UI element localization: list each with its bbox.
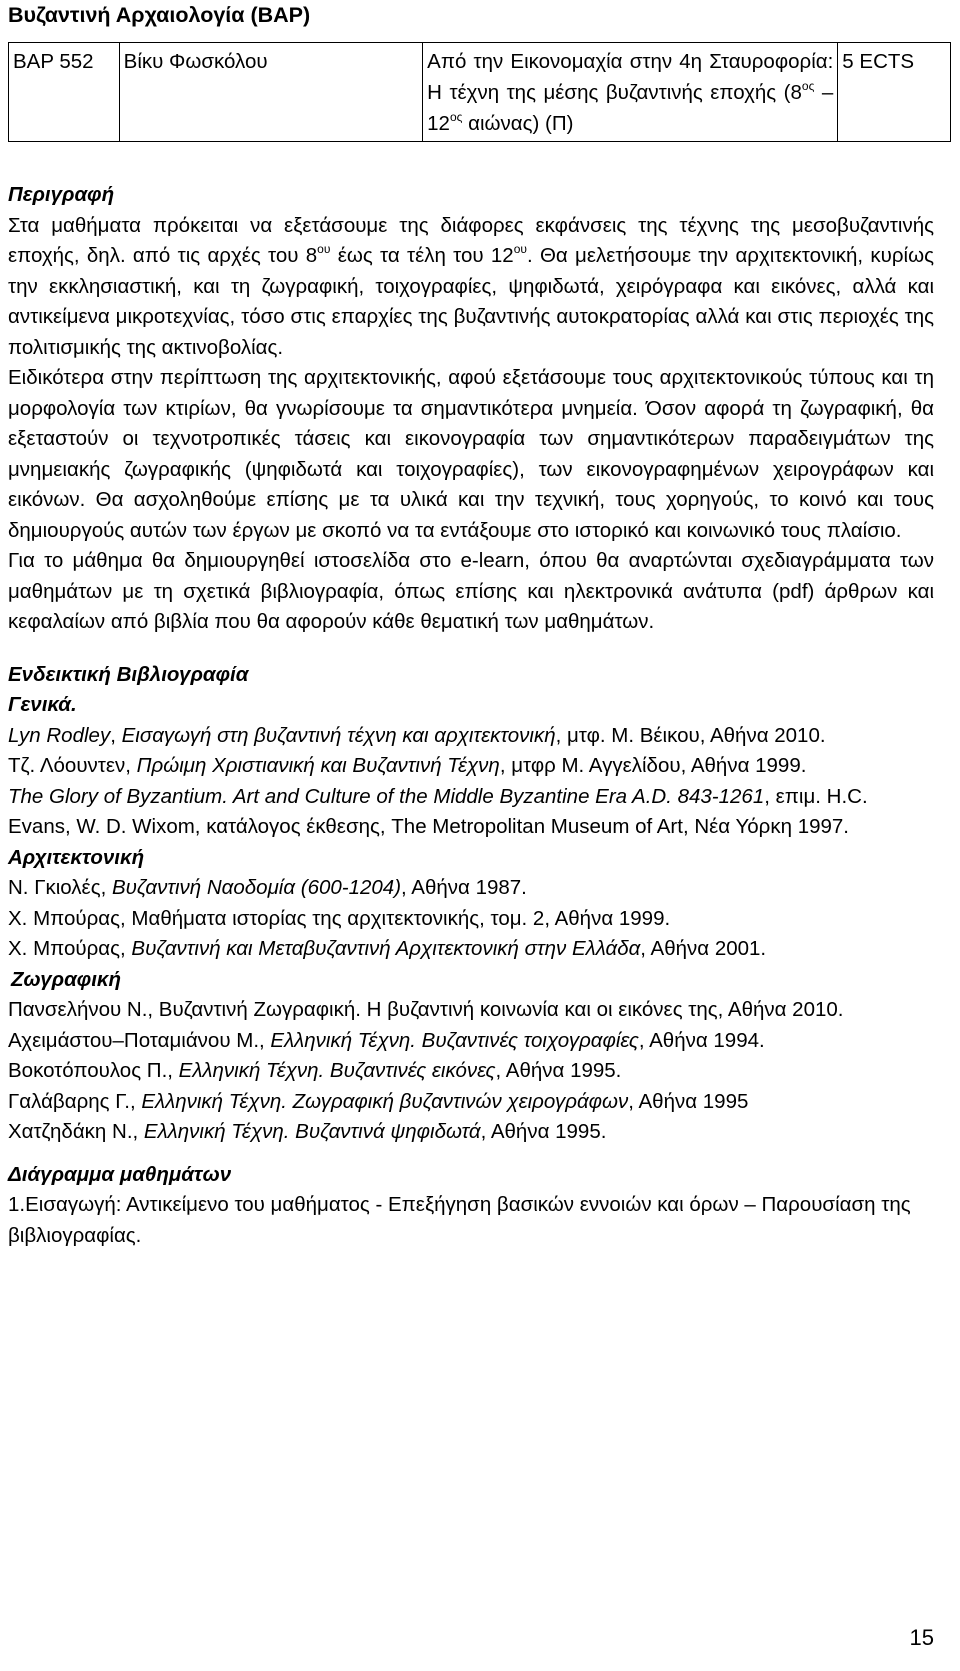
bibliography-entry: Τζ. Λόουντεν, Πρώιμη Χριστιανική και Βυζαντινή Τέχνη, μτφρ Μ. Αγγελίδου, Αθήνα 1999. [8, 754, 807, 777]
bibliography-entry: Χατζηδάκη Ν., Ελληνική Τέχνη. Βυζαντινά ψηφιδωτά, Αθήνα 1995. [8, 1120, 607, 1143]
bibliography-entry: Βοκοτόπουλος Π., Ελληνική Τέχνη. Βυζαντινές εικόνες, Αθήνα 1995. [8, 1059, 622, 1082]
course-title: Από την Εικονομαχία στην 4η Σταυροφορία: Η τέχνη της μέσης βυζαντινής εποχής ($8^{o\varsigma} - 12^{o\varsigma}$ αιώνας) (Π) [423, 43, 838, 142]
course-instructor: Βίκυ Φωσκόλου [119, 43, 423, 142]
bibliography-entry: Χ. Μπούρας, Βυζαντινή και Μεταβυζαντινή Αρχιτεκτονική στην Ελλάδα, Αθήνα 2001. [8, 937, 767, 960]
bibliography-entry: Lyn Rodley, Εισαγωγή στη βυζαντινή τέχνη και αρχιτεκτονική, μτφ. Μ. Βέικου, Αθήνα 2010. [8, 723, 826, 747]
course-code: ΒΑΡ 552 [9, 43, 120, 142]
description-paragraph-3: Για το μάθημα θα δημιουργηθεί ιστοσελίδα στο e-learn, όπου θα αναρτώνται σχεδιαγράμματα των μαθημάτων με τη σχετικά βιβλιογραφία, όπως επίσης και ηλεκτρονικά ανάτυπα (pdf) άρθρων και κεφαλαίων από βιβλία που θα αφορούν κάθε θεματική των μαθημάτων. [8, 549, 934, 633]
bibliography-painting-heading: Ζωγραφική [11, 967, 122, 991]
bibliography-entry: Ν. Γκιολές, Βυζαντινή Ναοδομία (600-1204), Αθήνα 1987. [8, 876, 527, 899]
bibliography-heading: Ενδεικτική Βιβλιογραφία [8, 662, 249, 686]
section-title: Βυζαντινή Αρχαιολογία (ΒΑΡ) [8, 3, 311, 27]
description-paragraph-1: Στα μαθήματα πρόκειται να εξετάσουμε της διάφορες εκφάνσεις της τέχνης της μεσοβυζαντινής εποχής, δηλ. από τις αρχές του $8^{o\upsilon}$ έως τα τέλη του $12^{o\upsilon}$. Θα μελετήσουμε την αρχιτεκτονική, κυρίως την εκκλησιαστική, και τη ζωγραφική, τοιχογραφίες, ψηφιδωτά, χειρόγραφα και εικόνες, αλλά και αντικείμενα μικροτεχνίας, τόσο στις επαρχίες της βυζαντινής αυτοκρατορίας αλλά και στις περιοχές της πολιτισμικής της ακτινοβολίας. [8, 213, 934, 359]
course-ects: 5 ECTS [838, 43, 951, 142]
bibliography-entry: Γαλάβαρης Γ., Ελληνική Τέχνη. Ζωγραφική βυζαντινών χειρογράφων, Αθήνα 1995 [8, 1089, 749, 1113]
schedule-item: 1.Εισαγωγή: Αντικείμενο του μαθήματος - Επεξήγηση βασικών εννοιών και όρων – Παρουσίαση της βιβλιογραφίας. [8, 1193, 911, 1247]
description-heading: Περιγραφή [8, 183, 115, 206]
bibliography-entry: Πανσελήνου Ν., Βυζαντινή Ζωγραφική. Η βυζαντινή κοινωνία και οι εικόνες της, Αθήνα 2010. [8, 998, 844, 1021]
bibliography-architecture-heading: Αρχιτεκτονική [8, 845, 145, 869]
schedule-heading: Διάγραμμα μαθημάτων [8, 1162, 232, 1186]
page-number: 15 [909, 1625, 934, 1650]
bibliography-entry: Χ. Μπούρας, Μαθήματα ιστορίας της αρχιτεκτονικής, τομ. 2, Αθήνα 1999. [8, 906, 671, 930]
bibliography-general-heading: Γενικά. [8, 693, 77, 716]
description-paragraph-2: Ειδικότερα στην περίπτωση της αρχιτεκτονικής, αφού εξετάσουμε τους αρχιτεκτονικούς τύπους και τη μορφολογία των κτιρίων, θα γνωρίσουμε τα σημαντικότερα μνημεία. Όσον αφορά τη ζωγραφική, θα εξεταστούν οι τεχνοτροπικές τάσεις και εικονογραφία των σημαντικότερων παραδειγμάτων της μνημειακής ζωγραφικής (ψηφιδωτά και τοιχογραφίες), των εικονογραφημένων χειρογράφων και εικόνων. Θα ασχοληθούμε επίσης με τα υλικά και την τεχνική, τους χορηγούς, το κοινό και τους δημιουργούς αυτών των έργων με σκοπό να τα εντάξουμε στο ιστορικό και κοινωνικό τους πλαίσιο. [8, 366, 934, 542]
course-content [8, 180, 934, 1251]
course-table [8, 42, 951, 142]
course-row [9, 43, 951, 142]
bibliography-entry: Αχειμάστου–Ποταμιάνου Μ., Ελληνική Τέχνη. Βυζαντινές τοιχογραφίες, Αθήνα 1994. [8, 1028, 765, 1052]
bibliography-entry: The Glory of Byzantium. Art and Culture of the Middle Byzantine Era A.D. 843-1261, επιμ. H.C. Evans, W. D. Wixom, κατάλογος έκθεσης, The Metropolitan Museum of Art, Νέα Υόρκη 1997. [8, 784, 868, 838]
